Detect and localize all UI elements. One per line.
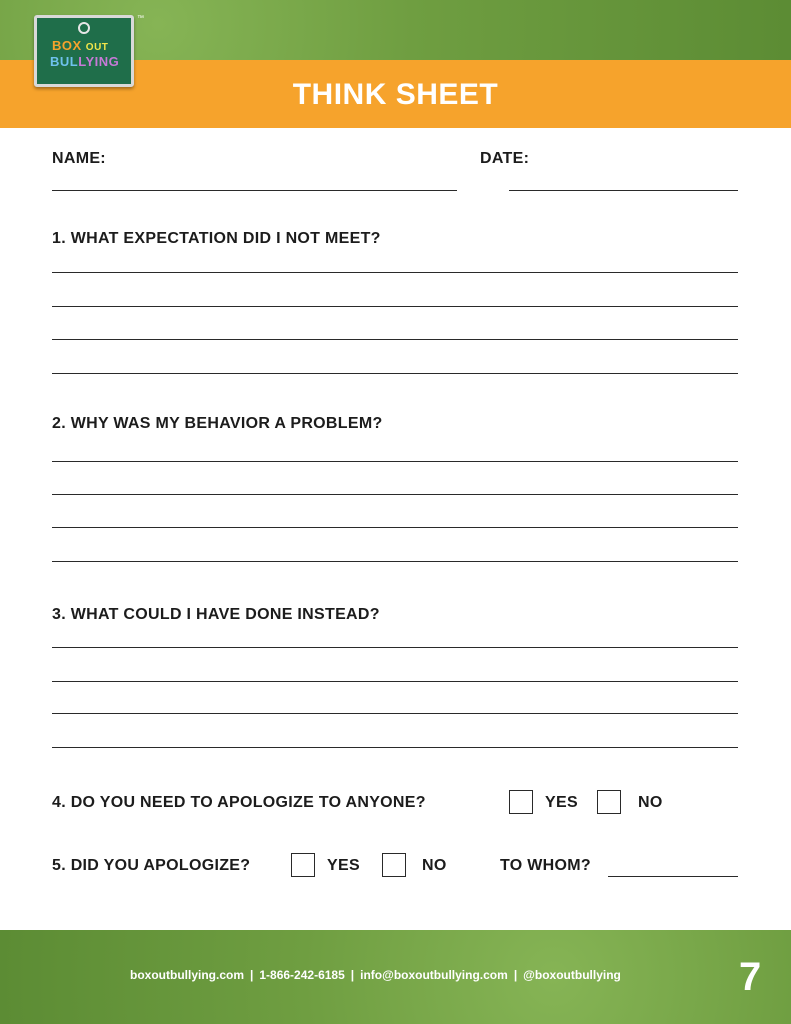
- answer-1-line-2[interactable]: [52, 306, 738, 307]
- trademark-mark: ™: [137, 15, 144, 22]
- q4-yes-label: YES: [545, 794, 578, 811]
- date-field-line[interactable]: [509, 190, 738, 191]
- footer-separator: |: [250, 968, 254, 982]
- name-label: NAME:: [52, 150, 106, 167]
- answer-2-line-3[interactable]: [52, 527, 738, 528]
- question-4-label: 4. DO YOU NEED TO APOLOGIZE TO ANYONE?: [52, 794, 426, 811]
- question-1-label: 1. WHAT EXPECTATION DID I NOT MEET?: [52, 230, 381, 247]
- answer-2-line-1[interactable]: [52, 461, 738, 462]
- q5-yes-checkbox[interactable]: [291, 853, 315, 877]
- q5-yes-label: YES: [327, 857, 360, 874]
- logo-line-2: BULLYING: [50, 54, 120, 69]
- footer-email-link[interactable]: info@boxoutbullying.com: [360, 968, 508, 982]
- date-label: DATE:: [480, 150, 530, 167]
- box-out-bullying-logo: [34, 15, 134, 87]
- answer-2-line-4[interactable]: [52, 561, 738, 562]
- footer-phone: 1-866-242-6185: [259, 968, 345, 982]
- to-whom-label: TO WHOM?: [500, 857, 591, 874]
- footer-website-link[interactable]: boxoutbullying.com: [130, 968, 244, 982]
- q4-yes-checkbox[interactable]: [509, 790, 533, 814]
- footer-separator: |: [513, 968, 518, 982]
- lock-icon: [78, 22, 90, 34]
- answer-1-line-4[interactable]: [52, 373, 738, 374]
- question-3-label: 3. WHAT COULD I HAVE DONE INSTEAD?: [52, 606, 380, 623]
- answer-1-line-3[interactable]: [52, 339, 738, 340]
- page-title: THINK SHEET: [292, 78, 499, 111]
- answer-3-line-1[interactable]: [52, 647, 738, 648]
- question-2-label: 2. WHY WAS MY BEHAVIOR A PROBLEM?: [52, 415, 383, 432]
- footer-contact: [130, 968, 621, 982]
- name-field-line[interactable]: [52, 190, 457, 191]
- footer-social-handle: @boxoutbullying: [523, 968, 621, 982]
- q4-no-checkbox[interactable]: [597, 790, 621, 814]
- answer-3-line-2[interactable]: [52, 681, 738, 682]
- q5-no-checkbox[interactable]: [382, 853, 406, 877]
- footer-separator: |: [350, 968, 355, 982]
- answer-1-line-1[interactable]: [52, 272, 738, 273]
- question-5-label: 5. DID YOU APOLOGIZE?: [52, 857, 251, 874]
- logo-line-1: BOX OUT: [52, 38, 109, 53]
- answer-2-line-2[interactable]: [52, 494, 738, 495]
- page-number: 7: [739, 955, 762, 999]
- q5-no-label: NO: [422, 857, 447, 874]
- answer-3-line-3[interactable]: [52, 713, 738, 714]
- to-whom-field-line[interactable]: [608, 876, 738, 877]
- answer-3-line-4[interactable]: [52, 747, 738, 748]
- q4-no-label: NO: [638, 794, 663, 811]
